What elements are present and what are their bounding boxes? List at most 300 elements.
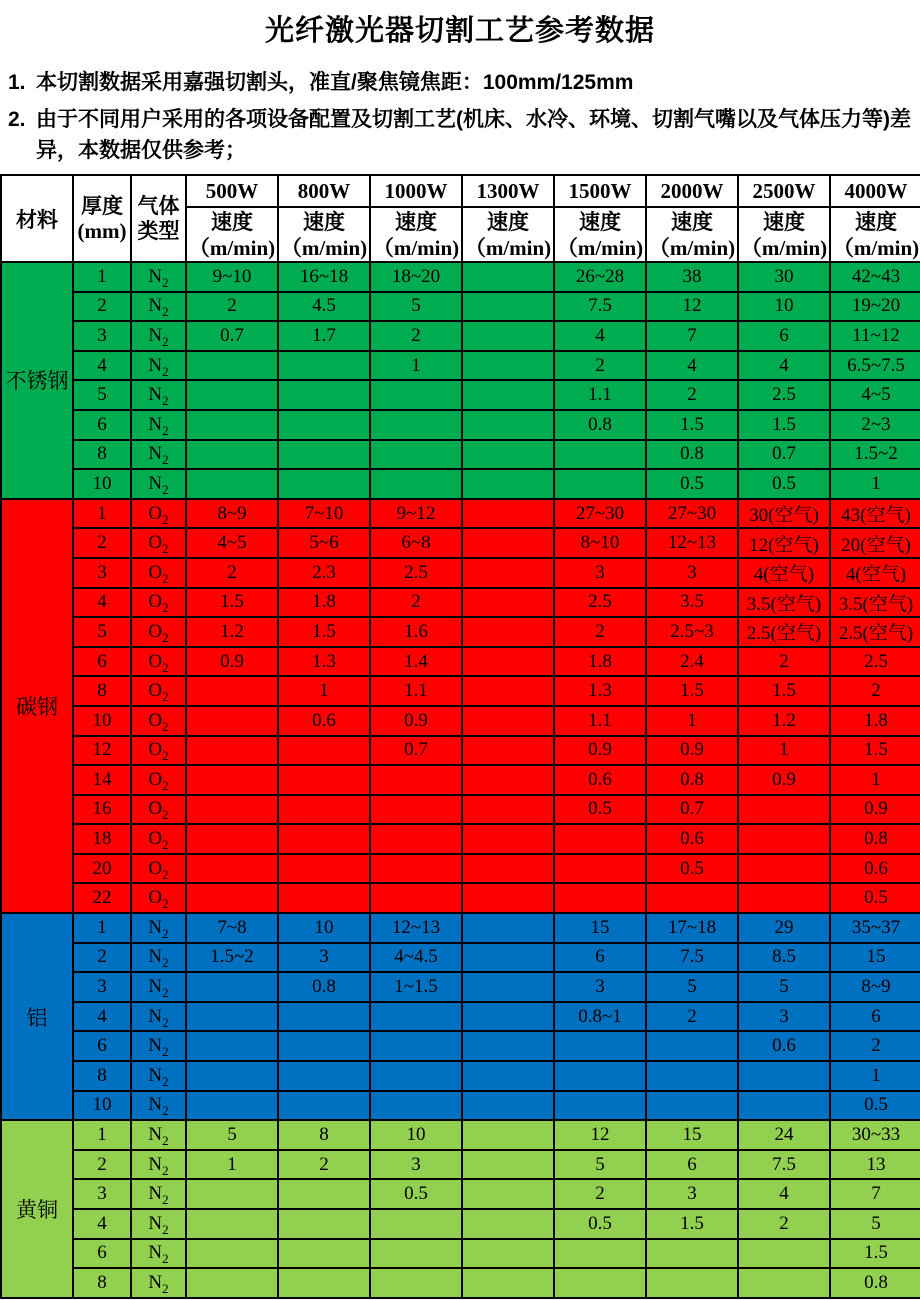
speed-cell-1300w [462,854,554,884]
thickness-cell: 4 [73,1002,131,1032]
speed-cell-1300w [462,943,554,973]
notes [0,49,920,166]
material-aluminum: 铝 [1,913,73,1120]
speed-cell-1000w: 0.7 [370,736,462,766]
row-carbon-steel-2mm [1,528,920,558]
speed-cell-800w [278,795,370,825]
speed-cell-1500w [554,883,646,913]
speed-cell-1000w: 0.5 [370,1179,462,1209]
thickness-cell: 8 [73,676,131,706]
speed-cell-1300w [462,1031,554,1061]
row-carbon-steel-18mm [1,824,920,854]
speed-cell-1300w [462,647,554,677]
speed-cell-500w: 0.7 [186,321,278,351]
speed-cell-800w: 1.8 [278,588,370,618]
speed-cell-4000w: 1.5 [830,736,920,766]
row-carbon-steel-10mm [1,706,920,736]
speed-cell-1300w [462,676,554,706]
speed-cell-500w [186,795,278,825]
row-aluminum-8mm [1,1061,920,1091]
speed-cell-800w: 1.5 [278,617,370,647]
thickness-cell: 1 [73,262,131,292]
speed-cell-2500w: 1.5 [738,676,830,706]
speed-cell-1300w [462,440,554,470]
speed-cell-1500w: 0.5 [554,795,646,825]
gas-cell: $N_2$ [131,1179,186,1209]
speed-cell-2000w: 0.5 [646,469,738,499]
speed-cell-2000w: 15 [646,1120,738,1150]
speed-cell-800w [278,351,370,381]
thickness-cell: 16 [73,795,131,825]
speed-cell-500w [186,883,278,913]
speed-cell-500w [186,736,278,766]
gas-cell: $O_2$ [131,617,186,647]
speed-cell-800w [278,469,370,499]
speed-cell-1300w [462,1091,554,1121]
speed-cell-800w [278,883,370,913]
speed-cell-1000w [370,410,462,440]
speed-cell-1000w [370,854,462,884]
speed-unit: （m/min) [280,235,368,260]
speed-cell-800w: 1.7 [278,321,370,351]
speed-cell-800w [278,1179,370,1209]
speed-cell-4000w: 42~43 [830,262,920,292]
speed-cell-2500w: 0.7 [738,440,830,470]
thickness-cell: 1 [73,499,131,529]
speed-cell-1000w [370,440,462,470]
thickness-cell: 6 [73,410,131,440]
speed-cell-1500w: 7.5 [554,292,646,322]
thickness-cell: 10 [73,469,131,499]
speed-cell-4000w: 2 [830,1031,920,1061]
speed-cell-1500w [554,1091,646,1121]
speed-cell-1000w [370,1061,462,1091]
speed-cell-1300w [462,1209,554,1239]
header-speed-2000w [646,207,738,262]
speed-cell-2000w: 0.7 [646,795,738,825]
speed-cell-2500w [738,795,830,825]
speed-cell-1500w: 0.8~1 [554,1002,646,1032]
speed-cell-2000w [646,1239,738,1269]
speed-cell-800w [278,824,370,854]
row-carbon-steel-3mm [1,558,920,588]
speed-cell-500w [186,1031,278,1061]
speed-cell-4000w: 43(空气) [830,499,920,529]
speed-cell-500w [186,706,278,736]
header-power-500w: 500W [186,175,278,207]
row-brass-4mm [1,1209,920,1239]
thickness-cell: 5 [73,380,131,410]
speed-cell-1500w: 2 [554,351,646,381]
speed-cell-2500w: 0.5 [738,469,830,499]
speed-cell-2000w: 2 [646,380,738,410]
speed-cell-1300w [462,321,554,351]
thickness-cell: 2 [73,943,131,973]
thickness-cell: 3 [73,321,131,351]
speed-cell-500w: 8~9 [186,499,278,529]
thickness-cell: 4 [73,1209,131,1239]
speed-cell-4000w: 0.5 [830,1091,920,1121]
speed-cell-1300w [462,765,554,795]
speed-cell-2500w: 4(空气) [738,558,830,588]
speed-cell-1000w: 2 [370,588,462,618]
speed-cell-4000w: 11~12 [830,321,920,351]
header-speed-1000w [370,207,462,262]
speed-cell-4000w: 1.8 [830,706,920,736]
speed-cell-500w [186,1179,278,1209]
speed-cell-2500w [738,1091,830,1121]
material-stainless-steel: 不锈钢 [1,262,73,499]
gas-cell: $O_2$ [131,528,186,558]
header-thickness-line2: (mm) [77,218,127,243]
speed-cell-500w [186,1239,278,1269]
row-stainless-steel-4mm [1,351,920,381]
header-thickness [73,175,131,262]
speed-cell-800w: 7~10 [278,499,370,529]
speed-cell-800w: 0.8 [278,972,370,1002]
speed-cell-1500w: 4 [554,321,646,351]
speed-label: 速度 [855,209,897,234]
row-carbon-steel-14mm [1,765,920,795]
thickness-cell: 14 [73,765,131,795]
speed-cell-500w [186,765,278,795]
row-carbon-steel-1mm [1,499,920,529]
speed-unit: （m/min) [556,235,644,260]
gas-cell: $N_2$ [131,972,186,1002]
speed-cell-500w: 1.5~2 [186,943,278,973]
note-1 [8,67,914,98]
page-title: 光纤激光器切割工艺参考数据 [264,15,655,47]
speed-cell-2000w: 4 [646,351,738,381]
row-carbon-steel-16mm [1,795,920,825]
speed-cell-1000w [370,883,462,913]
speed-cell-2500w: 30(空气) [738,499,830,529]
speed-cell-4000w: 6.5~7.5 [830,351,920,381]
speed-cell-2500w [738,1268,830,1298]
speed-cell-500w [186,380,278,410]
header-power-2000w: 2000W [646,175,738,207]
speed-cell-1300w [462,528,554,558]
row-stainless-steel-3mm [1,321,920,351]
speed-cell-1500w: 15 [554,913,646,943]
speed-cell-800w [278,1091,370,1121]
header-speed-1500w [554,207,646,262]
row-stainless-steel-5mm [1,380,920,410]
speed-cell-500w [186,410,278,440]
speed-cell-1500w: 2 [554,617,646,647]
speed-cell-2000w [646,883,738,913]
speed-cell-1500w: 3 [554,972,646,1002]
row-stainless-steel-2mm [1,292,920,322]
speed-cell-1300w [462,499,554,529]
gas-cell: $O_2$ [131,706,186,736]
speed-cell-500w [186,854,278,884]
thickness-cell: 6 [73,1239,131,1269]
speed-cell-800w [278,1031,370,1061]
gas-cell: $O_2$ [131,765,186,795]
speed-cell-1300w [462,1179,554,1209]
gas-cell: $O_2$ [131,824,186,854]
gas-cell: $N_2$ [131,1002,186,1032]
speed-cell-1300w [462,1150,554,1180]
speed-cell-500w: 7~8 [186,913,278,943]
row-brass-8mm [1,1268,920,1298]
speed-cell-2000w [646,1031,738,1061]
speed-label: 速度 [579,209,621,234]
speed-cell-2500w: 3 [738,1002,830,1032]
speed-cell-1500w: 0.6 [554,765,646,795]
thickness-cell: 3 [73,1179,131,1209]
speed-cell-1300w [462,824,554,854]
thickness-cell: 3 [73,558,131,588]
note-2 [8,104,914,166]
thickness-cell: 10 [73,706,131,736]
material-brass: 黄铜 [1,1120,73,1298]
speed-cell-1500w: 2.5 [554,588,646,618]
gas-cell: $N_2$ [131,262,186,292]
speed-cell-1300w [462,913,554,943]
speed-cell-1000w: 0.9 [370,706,462,736]
speed-cell-800w [278,1268,370,1298]
speed-cell-1300w [462,558,554,588]
thickness-cell: 10 [73,1091,131,1121]
speed-cell-1000w [370,795,462,825]
thickness-cell: 8 [73,440,131,470]
speed-cell-1500w [554,1031,646,1061]
speed-cell-2500w: 4 [738,351,830,381]
speed-cell-1500w [554,1268,646,1298]
speed-cell-2000w: 0.8 [646,440,738,470]
speed-cell-2000w: 3 [646,558,738,588]
speed-cell-4000w: 2~3 [830,410,920,440]
speed-cell-2000w: 5 [646,972,738,1002]
thickness-cell: 5 [73,617,131,647]
thickness-cell: 1 [73,913,131,943]
speed-cell-1500w: 8~10 [554,528,646,558]
speed-cell-1500w: 1.1 [554,380,646,410]
speed-cell-4000w: 8~9 [830,972,920,1002]
gas-cell: $O_2$ [131,558,186,588]
header-power-800w: 800W [278,175,370,207]
speed-cell-800w: 8 [278,1120,370,1150]
speed-cell-800w [278,380,370,410]
speed-cell-1300w [462,972,554,1002]
gas-cell: $N_2$ [131,469,186,499]
row-carbon-steel-12mm [1,736,920,766]
speed-unit: （m/min) [372,235,460,260]
gas-cell: $N_2$ [131,321,186,351]
speed-cell-500w [186,469,278,499]
speed-cell-800w [278,736,370,766]
speed-cell-2500w [738,1061,830,1091]
speed-cell-4000w: 0.9 [830,795,920,825]
row-brass-1mm [1,1120,920,1150]
speed-cell-1000w [370,1268,462,1298]
speed-cell-2000w: 0.6 [646,824,738,854]
thickness-cell: 12 [73,736,131,766]
speed-cell-1500w: 6 [554,943,646,973]
row-stainless-steel-10mm [1,469,920,499]
gas-cell: $N_2$ [131,1268,186,1298]
gas-cell: $N_2$ [131,380,186,410]
speed-cell-800w [278,410,370,440]
speed-cell-2500w: 2.5(空气) [738,617,830,647]
speed-cell-4000w: 4(空气) [830,558,920,588]
speed-cell-800w: 0.6 [278,706,370,736]
speed-cell-4000w: 13 [830,1150,920,1180]
speed-cell-1500w: 1.8 [554,647,646,677]
speed-cell-1500w: 0.8 [554,410,646,440]
speed-cell-500w: 4~5 [186,528,278,558]
speed-cell-1500w [554,440,646,470]
speed-cell-4000w: 5 [830,1209,920,1239]
speed-cell-1300w [462,617,554,647]
speed-label: 速度 [211,209,253,234]
gas-cell: $N_2$ [131,1209,186,1239]
speed-cell-4000w: 1.5 [830,1239,920,1269]
speed-cell-4000w: 3.5(空气) [830,588,920,618]
speed-cell-1000w [370,1002,462,1032]
speed-unit: （m/min) [740,235,828,260]
speed-cell-4000w: 2 [830,676,920,706]
speed-cell-2500w: 2 [738,647,830,677]
speed-cell-1300w [462,1120,554,1150]
thickness-cell: 4 [73,351,131,381]
speed-cell-4000w: 19~20 [830,292,920,322]
speed-cell-1000w: 1.1 [370,676,462,706]
speed-cell-2500w: 1 [738,736,830,766]
speed-cell-4000w: 4~5 [830,380,920,410]
speed-cell-2500w: 29 [738,913,830,943]
speed-cell-1000w: 18~20 [370,262,462,292]
speed-cell-2000w: 0.5 [646,854,738,884]
note-1-number: 1. [8,71,26,94]
speed-cell-2000w: 2 [646,1002,738,1032]
thickness-cell: 2 [73,528,131,558]
speed-cell-1500w [554,824,646,854]
speed-cell-800w: 4.5 [278,292,370,322]
gas-cell: $N_2$ [131,1239,186,1269]
speed-cell-1300w [462,706,554,736]
speed-cell-500w: 1.2 [186,617,278,647]
gas-cell: $O_2$ [131,736,186,766]
speed-cell-2000w: 2.4 [646,647,738,677]
gas-cell: $N_2$ [131,1061,186,1091]
speed-cell-1300w [462,1061,554,1091]
speed-cell-1500w: 1.3 [554,676,646,706]
speed-cell-2500w: 2.5 [738,380,830,410]
speed-cell-1000w: 2.5 [370,558,462,588]
speed-cell-2000w: 12~13 [646,528,738,558]
speed-cell-2000w: 12 [646,292,738,322]
speed-cell-4000w: 35~37 [830,913,920,943]
header-gas-type [131,175,186,262]
speed-cell-1500w: 5 [554,1150,646,1180]
speed-cell-1000w: 6~8 [370,528,462,558]
speed-cell-2000w: 2.5~3 [646,617,738,647]
speed-cell-2500w: 7.5 [738,1150,830,1180]
speed-cell-4000w: 30~33 [830,1120,920,1150]
speed-cell-4000w: 1 [830,765,920,795]
speed-cell-800w: 1 [278,676,370,706]
speed-cell-2000w: 0.8 [646,765,738,795]
speed-unit: （m/min) [464,235,552,260]
row-stainless-steel-6mm [1,410,920,440]
speed-cell-4000w: 6 [830,1002,920,1032]
speed-cell-1300w [462,588,554,618]
speed-cell-2500w: 30 [738,262,830,292]
thickness-cell: 22 [73,883,131,913]
speed-cell-1500w: 2 [554,1179,646,1209]
row-carbon-steel-4mm [1,588,920,618]
gas-cell: $O_2$ [131,883,186,913]
speed-cell-2000w: 38 [646,262,738,292]
header-speed-2500w [738,207,830,262]
speed-cell-1000w: 1~1.5 [370,972,462,1002]
speed-cell-1500w: 26~28 [554,262,646,292]
header-row-powers [1,175,920,207]
speed-cell-800w [278,1002,370,1032]
gas-cell: $N_2$ [131,410,186,440]
speed-cell-2000w: 6 [646,1150,738,1180]
gas-cell: $N_2$ [131,1120,186,1150]
note-2-number: 2. [8,108,26,131]
header-thickness-line1: 厚度 [81,193,123,218]
speed-cell-1500w: 0.9 [554,736,646,766]
header-power-1000w: 1000W [370,175,462,207]
speed-cell-2500w: 10 [738,292,830,322]
speed-cell-4000w: 1.5~2 [830,440,920,470]
speed-cell-1300w [462,1239,554,1269]
row-aluminum-4mm [1,1002,920,1032]
thickness-cell: 3 [73,972,131,1002]
speed-cell-1000w [370,1091,462,1121]
speed-cell-800w [278,440,370,470]
speed-cell-2000w: 0.9 [646,736,738,766]
row-brass-3mm [1,1179,920,1209]
row-carbon-steel-5mm [1,617,920,647]
header-power-1500w: 1500W [554,175,646,207]
speed-cell-1000w [370,1209,462,1239]
speed-cell-1500w [554,1061,646,1091]
speed-cell-500w [186,824,278,854]
thickness-cell: 8 [73,1061,131,1091]
speed-label: 速度 [487,209,529,234]
thickness-cell: 1 [73,1120,131,1150]
thickness-cell: 6 [73,647,131,677]
speed-cell-1300w [462,292,554,322]
gas-cell: $N_2$ [131,351,186,381]
gas-cell: $O_2$ [131,588,186,618]
speed-cell-1500w: 12 [554,1120,646,1150]
speed-cell-1500w: 0.5 [554,1209,646,1239]
row-brass-6mm [1,1239,920,1269]
speed-cell-1000w [370,380,462,410]
speed-cell-2500w: 5 [738,972,830,1002]
speed-cell-2500w: 3.5(空气) [738,588,830,618]
cutting-data-table [0,174,920,1299]
speed-cell-800w: 2.3 [278,558,370,588]
gas-cell: $N_2$ [131,1031,186,1061]
header-gas-line1: 气体 [137,193,180,218]
speed-cell-2500w: 6 [738,321,830,351]
speed-cell-2000w: 1.5 [646,410,738,440]
speed-cell-500w: 5 [186,1120,278,1150]
speed-cell-1300w [462,262,554,292]
material-carbon-steel: 碳钢 [1,499,73,913]
speed-cell-800w [278,765,370,795]
speed-cell-500w [186,1002,278,1032]
